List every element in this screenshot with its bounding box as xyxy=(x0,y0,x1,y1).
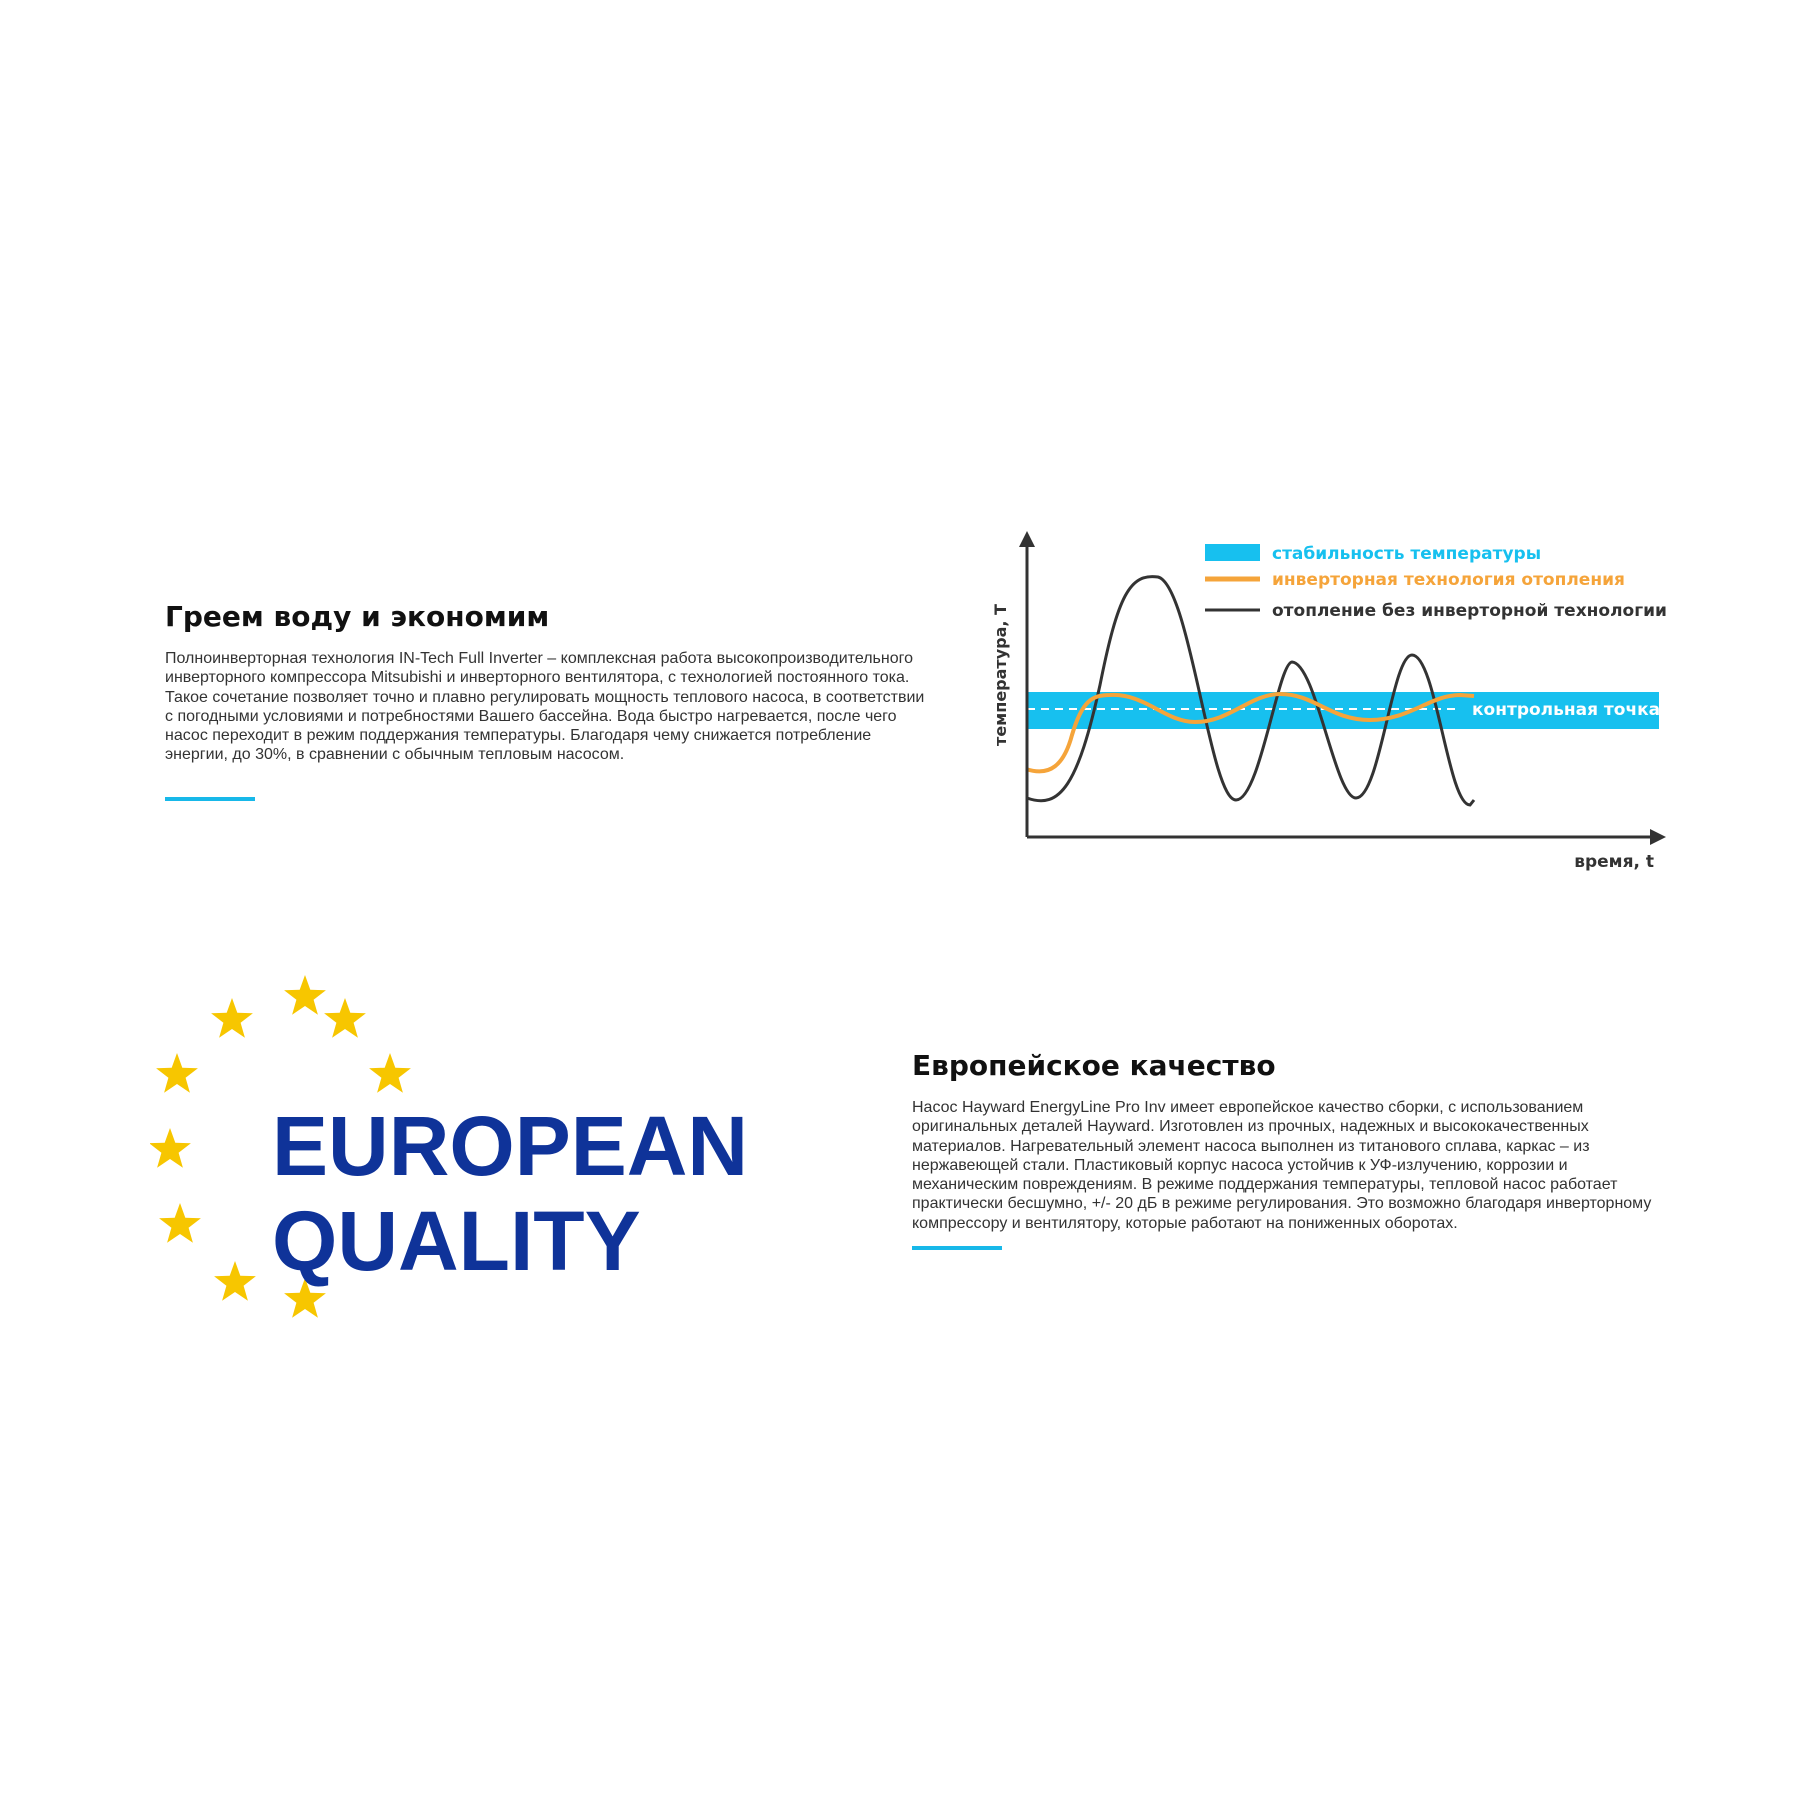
setpoint-label: контрольная точка xyxy=(1472,700,1661,720)
temperature-stability-diagram xyxy=(960,515,1680,885)
section-quality-accent-bar xyxy=(912,1246,1002,1250)
section-inverter-text: Полноинверторная технология IN-Tech Full Inverter – комплексная работа высокопроизводительного инверторного компрессора Mitsubishi и инверторного вентилятора, с технологией постоянного тока. Такое сочетание позволяет точно и плавно регулировать мощность теплового насоса, в соответствии с погодными условиями и потребностями Вашего бассейна. Вода быстро нагревается, после чего насос переходит в режим поддержания температуры. Благодаря чему снижается потребление энергии, до 30%, в сравнении с обычным тепловым насосом. xyxy=(165,650,925,764)
star-icon xyxy=(214,1261,256,1301)
logo-word-quality: QUALITY xyxy=(272,1194,641,1288)
section-inverter-title: Греем воду и экономим xyxy=(165,600,550,633)
x-axis-label: время, t xyxy=(1574,852,1654,872)
legend-label-stability: стабильность температуры xyxy=(1272,544,1542,564)
star-icon xyxy=(159,1203,201,1243)
star-icon xyxy=(369,1053,411,1093)
star-icon xyxy=(211,998,253,1038)
x-axis-arrow-icon xyxy=(1650,829,1666,845)
star-icon xyxy=(324,998,366,1038)
legend-band-marker xyxy=(1205,544,1260,561)
chart-legend xyxy=(1205,544,1667,621)
legend-label-conventional: отопление без инверторной технологии xyxy=(1272,601,1667,621)
star-icon xyxy=(150,1128,191,1168)
star-icon xyxy=(156,1053,198,1093)
y-axis-label: температура, T xyxy=(991,604,1010,746)
section-quality-title: Европейское качество xyxy=(912,1049,1276,1082)
section-quality-text: Насос Hayward EnergyLine Pro Inv имеет европейское качество сборки, с использованием оригинальных деталей Hayward. Изготовлен из прочных, надежных и высококачественных материалов. Нагревательный элемент насоса выполнен из титанового сплава, каркас – из нержавеющей стали. Пластиковый корпус насоса устойчив к УФ-излучению, коррозии и механическим повреждениям. В режиме поддержания температуры, тепловой насос работает практически бесшумно, +/- 20 дБ в режиме регулирования. Это возможно благодаря инверторному компрессору и вентилятору, которые работают на пониженных оборотах. xyxy=(912,1099,1652,1232)
star-icon xyxy=(284,975,326,1015)
legend-label-inverter: инверторная технология отопления xyxy=(1272,570,1625,590)
european-quality-logo xyxy=(150,975,770,1345)
logo-word-european: EUROPEAN xyxy=(272,1099,749,1193)
y-axis-arrow-icon xyxy=(1019,531,1035,547)
section-inverter-accent-bar xyxy=(165,797,255,801)
